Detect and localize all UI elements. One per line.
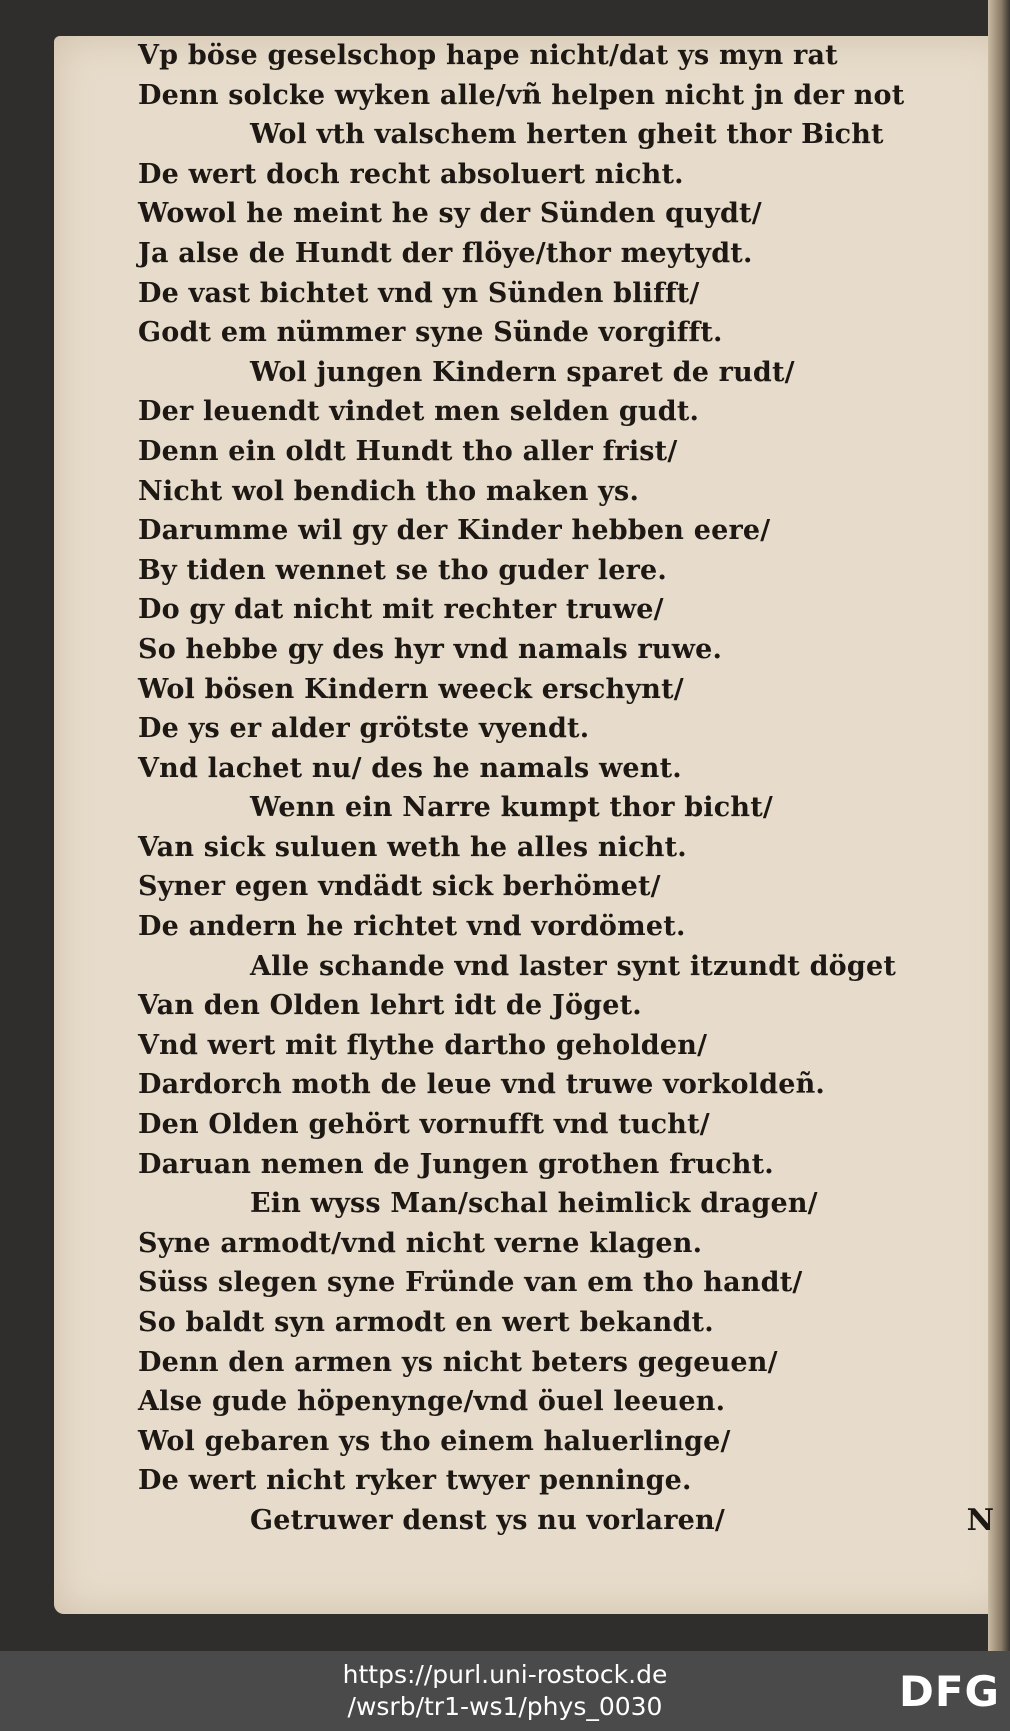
- text-line: Der leuendt vindet men selden gudt.: [138, 396, 700, 428]
- text-line: Denn ein oldt Hundt tho aller frist/: [138, 435, 678, 467]
- text-line: De andern he richtet vnd vordömet.: [138, 911, 686, 943]
- text-line: Syner egen vndädt sick berhömet/: [138, 871, 661, 903]
- permalink-line-1: https://purl.uni-rostock.de: [342, 1660, 668, 1689]
- text-line: Getruwer denst ys nu vorlaren/: [250, 1504, 725, 1536]
- text-line: Wol gebaren ys tho einem haluerlinge/: [138, 1425, 731, 1457]
- text-line: Dardorch moth de leue vnd truwe vorkoldeñ.: [138, 1069, 826, 1101]
- viewer-footer: [0, 1651, 1010, 1731]
- text-line: Süss slegen syne Fründe van em tho handt/: [138, 1267, 803, 1299]
- text-line: Denn solcke wyken alle/vñ helpen nicht jn der not: [138, 79, 905, 111]
- text-line: Wol bösen Kindern weeck erschynt/: [138, 673, 684, 705]
- text-line: Daruan nemen de Jungen grothen frucht.: [138, 1148, 774, 1180]
- catchword: N: [966, 1503, 994, 1538]
- text-line: Ja alse de Hundt der flöye/thor meytydt.: [138, 237, 753, 269]
- text-line: De wert doch recht absoluert nicht.: [138, 158, 684, 190]
- text-line: De wert nicht ryker twyer penninge.: [138, 1465, 692, 1497]
- text-line: Syne armodt/vnd nicht verne klagen.: [138, 1227, 703, 1259]
- text-line: Van den Olden lehrt idt de Jöget.: [138, 990, 642, 1022]
- permalink-line-2: /wsrb/tr1-ws1/phys_0030: [347, 1692, 663, 1721]
- text-line: By tiden wennet se tho guder lere.: [138, 554, 667, 586]
- text-line: Wol jungen Kindern sparet de rudt/: [250, 356, 795, 388]
- text-line: Denn den armen ys nicht beters gegeuen/: [138, 1346, 778, 1378]
- text-line: Godt em nümmer syne Sünde vorgifft.: [138, 317, 723, 349]
- text-line: Ein wyss Man/schal heimlick dragen/: [250, 1188, 818, 1220]
- text-line: Wenn ein Narre kumpt thor bicht/: [250, 792, 773, 824]
- text-line: Alle schande vnd laster synt itzundt döget: [250, 950, 896, 982]
- text-line: Wowol he meint he sy der Sünden quydt/: [138, 198, 762, 230]
- poem-text-block: [138, 36, 998, 1541]
- text-line: Do gy dat nicht mit rechter truwe/: [138, 594, 664, 626]
- text-line: Wol vth valschem herten gheit thor Bicht: [250, 119, 884, 151]
- text-line: De vast bichtet vnd yn Sünden blifft/: [138, 277, 700, 309]
- text-line: De ys er alder grötste vyendt.: [138, 713, 590, 745]
- text-line: Van sick suluen weth he alles nicht.: [138, 831, 687, 863]
- permalink[interactable]: [0, 1659, 1010, 1723]
- text-line: So baldt syn armodt en wert bekandt.: [138, 1307, 714, 1338]
- text-line: Vnd lachet nu/ des he namals went.: [138, 752, 682, 784]
- text-line: Vnd wert mit flythe dartho geholden/: [138, 1029, 708, 1061]
- text-line: Darumme wil gy der Kinder hebben eere/: [138, 515, 771, 547]
- dfg-logo: DFG: [898, 1667, 1000, 1716]
- text-line: Vp böse geselschop hape nicht/dat ys myn rat: [138, 40, 838, 71]
- text-line: Alse gude höpenynge/vnd öuel leeuen.: [138, 1386, 726, 1418]
- text-line: Den Olden gehört vornufft vnd tucht/: [138, 1109, 710, 1141]
- text-line: So hebbe gy des hyr vnd namals ruwe.: [138, 633, 723, 665]
- text-line: Nicht wol bendich tho maken ys.: [138, 475, 640, 507]
